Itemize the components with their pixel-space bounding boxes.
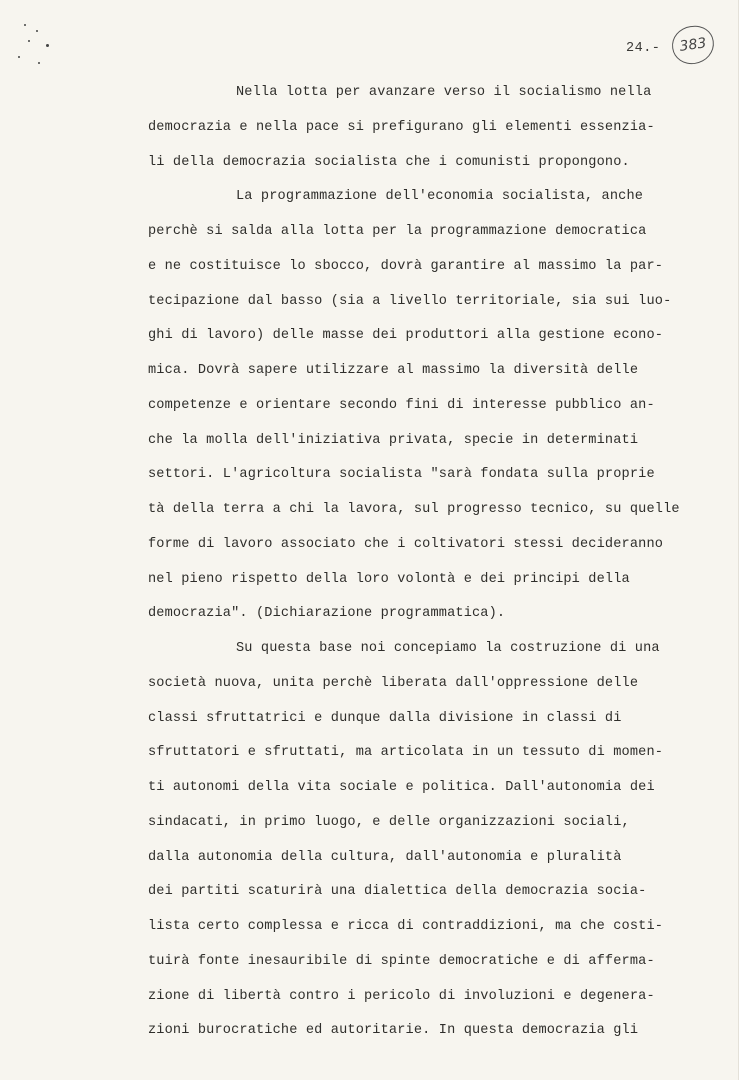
speck [28, 40, 30, 42]
text-line: mica. Dovrà sapere utilizzare al massimo la diversità delle [148, 363, 639, 378]
speck [18, 56, 20, 58]
text-line: nel pieno rispetto della loro volontà e dei principi della [148, 571, 630, 587]
speck [36, 30, 38, 32]
text-line: zioni burocratiche ed autoritarie. In questa democrazia gli [148, 1023, 639, 1039]
text-line: ghi di lavoro) delle masse dei produttori alla gestione econo- [148, 328, 664, 344]
archive-stamp: 383 [670, 23, 717, 66]
body-text [148, 76, 708, 1049]
speck [24, 24, 26, 26]
text-line: zione di libertà contro i pericolo di involuzioni e degenera- [148, 988, 655, 1004]
text-line: tuirà fonte inesauribile di spinte democratiche e di afferma- [148, 953, 655, 969]
text-line: forme di lavoro associato che i coltivatori stessi decideranno [148, 536, 664, 552]
scan-specks [16, 18, 56, 68]
speck [38, 62, 40, 64]
text-line: competenze e orientare secondo fini di interesse pubblico an- [148, 397, 655, 413]
page-number: 24.- [626, 41, 661, 56]
text-line: Nella lotta per avanzare verso il socialismo nella [236, 85, 652, 100]
text-line: sfruttatori e sfruttati, ma articolata in un tessuto di momen- [148, 745, 664, 761]
text-line: ti autonomi della vita sociale e politica. Dall'autonomia dei [148, 780, 655, 795]
text-line: La programmazione dell'economia socialista, anche [236, 189, 644, 205]
text-line: lista certo complessa e ricca di contraddizioni, ma che costi- [148, 919, 664, 934]
text-line: classi sfruttatrici e dunque dalla divisione in classi di [148, 710, 622, 726]
text-line: dalla autonomia della cultura, dall'autonomia e pluralità [148, 849, 622, 865]
text-line: tà della terra a chi la lavora, sul progresso tecnico, su quelle [148, 502, 680, 517]
text-line: tecipazione dal basso (sia a livello territoriale, sia sui luo- [148, 293, 672, 309]
text-line: e ne costituisce lo sbocco, dovrà garantire al massimo la par- [148, 258, 664, 274]
text-line: dei partiti scaturirà una dialettica della democrazia socia- [148, 884, 647, 900]
text-line: democrazia e nella pace si prefigurano gli elementi essenzia- [148, 119, 655, 135]
text-line: li della democrazia socialista che i comunisti propongono. [148, 154, 630, 170]
text-line: settori. L'agricoltura socialista "sarà fondata sulla proprie [148, 467, 655, 483]
text-line: democrazia". (Dichiarazione programmatica). [148, 606, 506, 622]
text-line: sindacati, in primo luogo, e delle organizzazioni sociali, [148, 814, 630, 830]
text-line: società nuova, unita perchè liberata dall'oppressione delle [148, 675, 639, 691]
text-line: che la molla dell'iniziativa privata, specie in determinati [148, 432, 639, 448]
text-line: Su questa base noi concepiamo la costruzione di una [236, 641, 660, 656]
speck [46, 44, 49, 47]
text-line: perchè si salda alla lotta per la programmazione democratica [148, 224, 647, 239]
